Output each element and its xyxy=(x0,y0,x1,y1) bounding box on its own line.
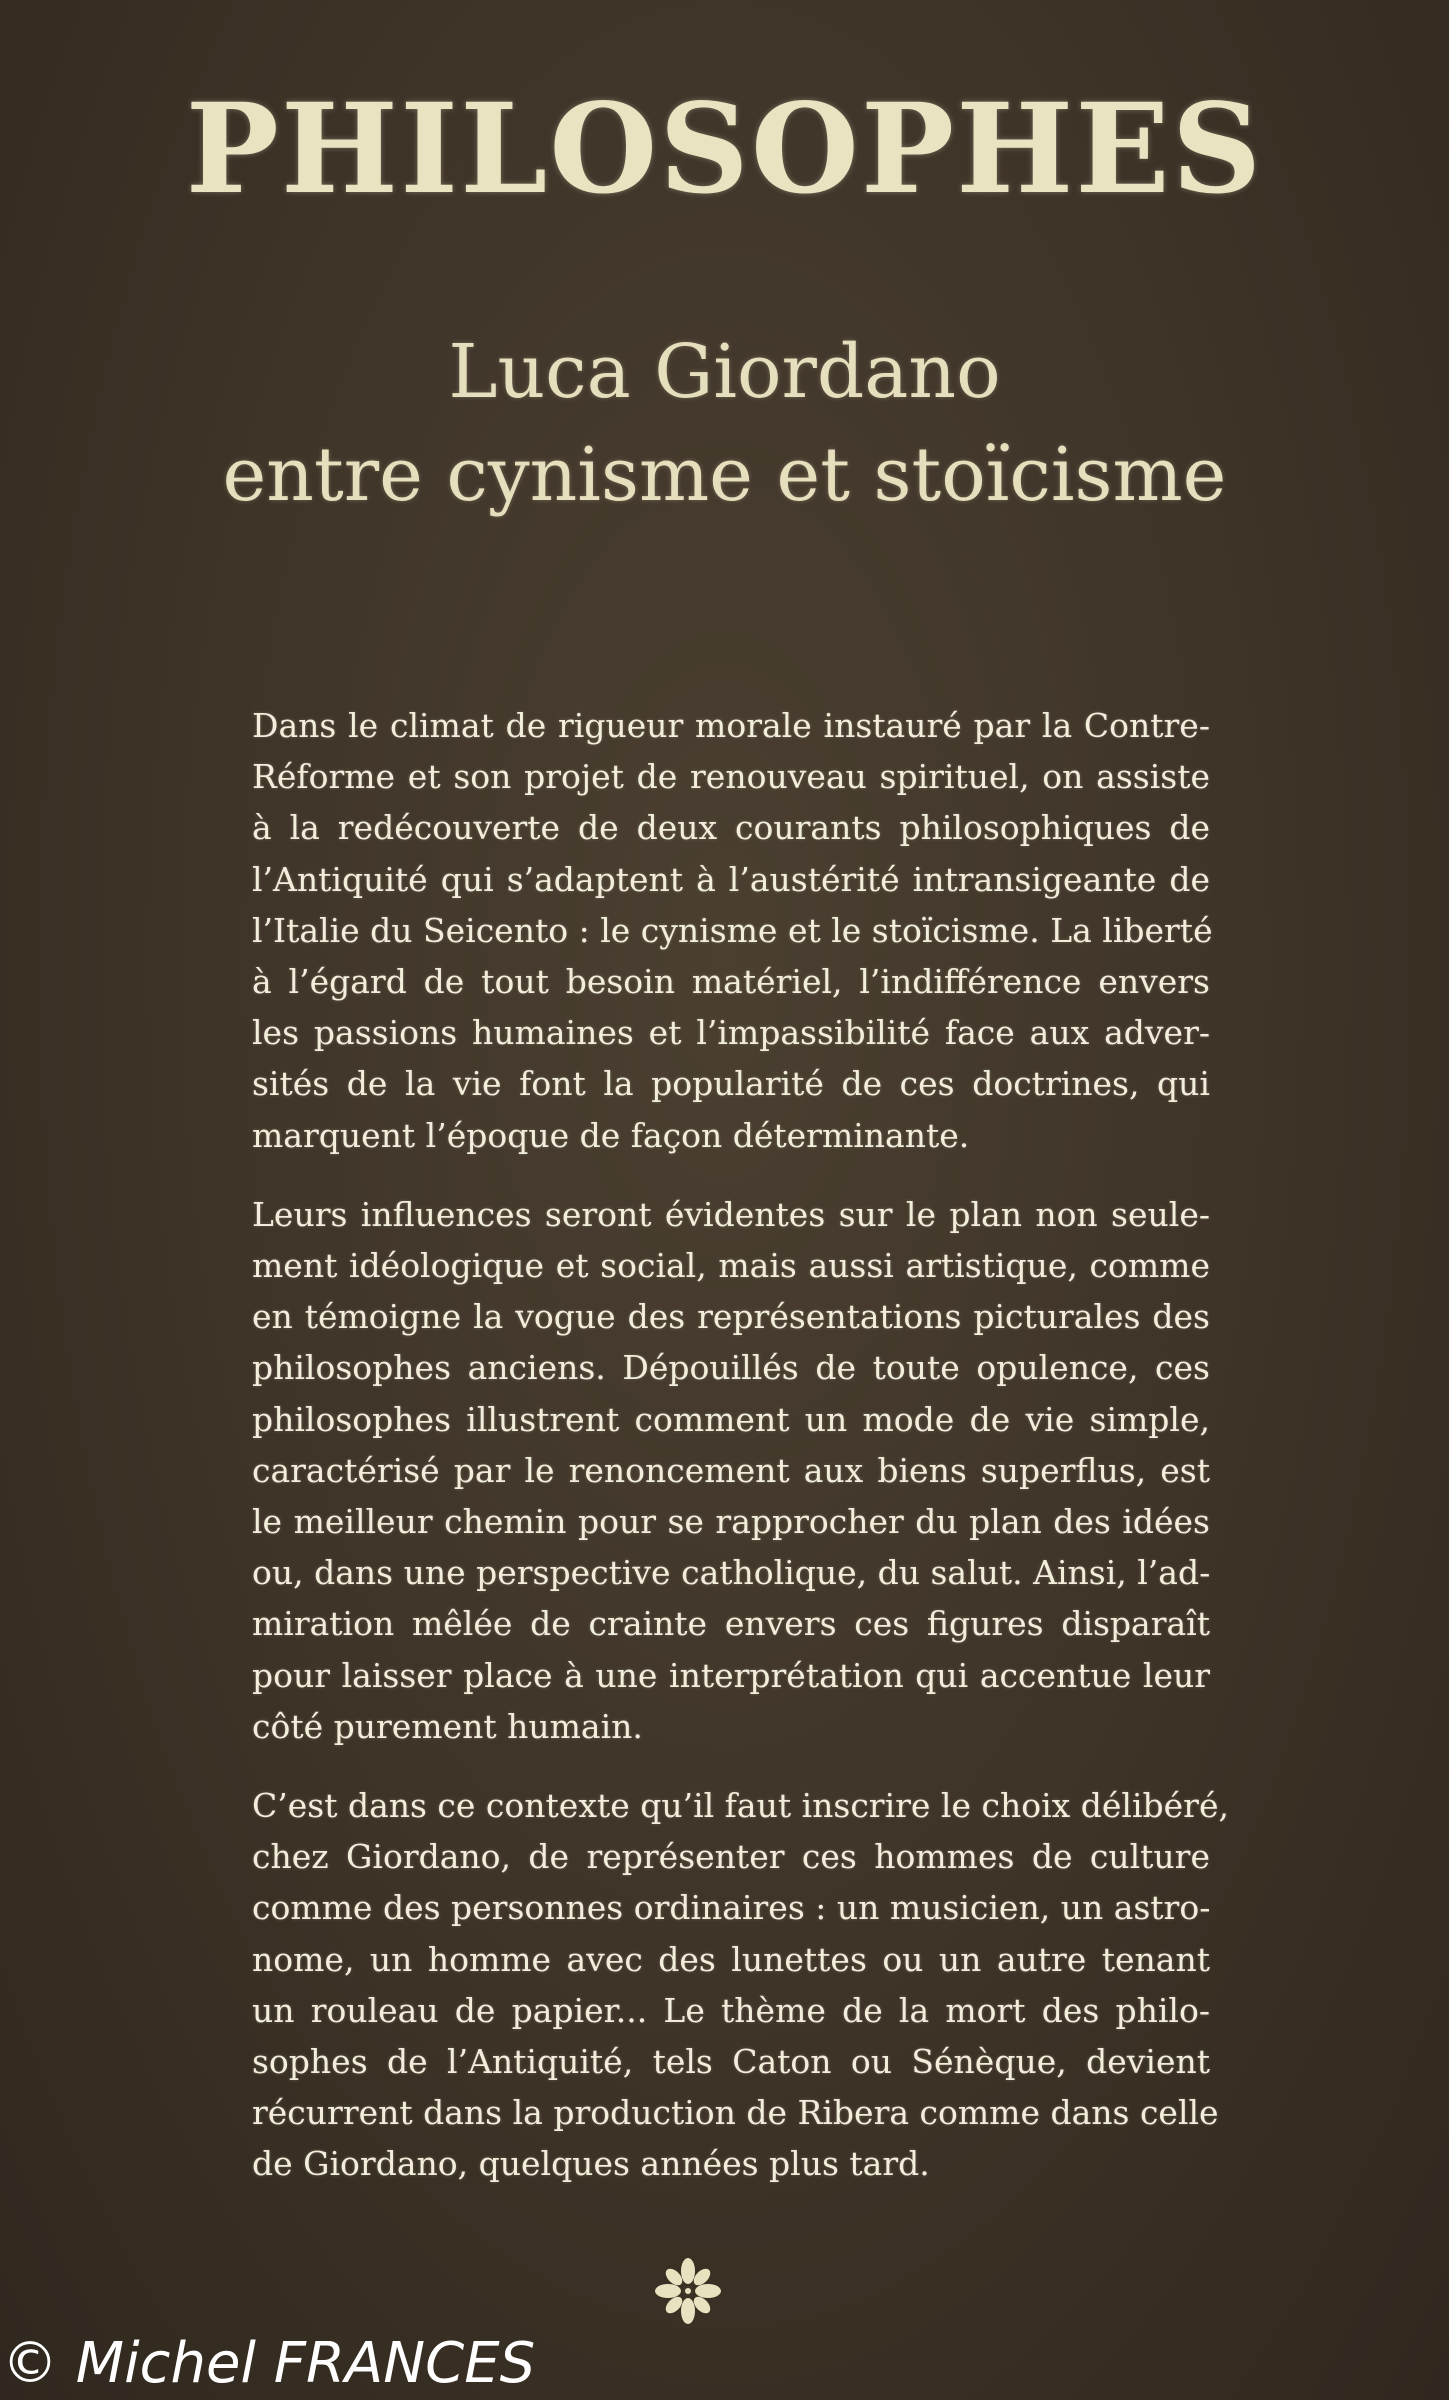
paragraph-line: philosophes anciens. Dépouillés de toute opulence, ces xyxy=(252,1348,1210,1388)
paragraph-line: le meilleur chemin pour se rapprocher du plan des idées xyxy=(252,1502,1210,1542)
paragraph-line: ou, dans une perspective catholique, du salut. Ainsi, l’ad- xyxy=(252,1553,1211,1593)
paragraph-line: en témoigne la vogue des représentations picturales des xyxy=(252,1297,1210,1337)
paragraph-line: l’Antiquité qui s’adaptent à l’austérité intransigeante de xyxy=(252,859,1210,899)
panel-subtitle-theme: entre cynisme et stoïcisme xyxy=(222,432,1227,518)
panel-body-text xyxy=(252,700,1229,2218)
paragraph-3 xyxy=(252,1780,1229,2190)
paragraph-line: l’Italie du Seicento : le cynisme et le stoïcisme. La liberté xyxy=(252,910,1213,950)
panel-subtitle-artist: Luca Giordano xyxy=(448,329,1001,415)
paragraph-line: sités de la vie font la popularité de ces doctrines, qui xyxy=(252,1064,1210,1104)
paragraph-2 xyxy=(252,1189,1210,1752)
paragraph-1 xyxy=(252,700,1213,1161)
paragraph-line: nome, un homme avec des lunettes ou un autre tenant xyxy=(252,1939,1210,1979)
panel-title: PHILOSOPHES xyxy=(185,77,1264,222)
paragraph-line: marquent l’époque de façon déterminante. xyxy=(252,1115,970,1155)
paragraph-line: de Giordano, quelques années plus tard. xyxy=(252,2144,930,2184)
paragraph-line: Leurs influences seront évidentes sur le plan non seule- xyxy=(252,1194,1210,1234)
paragraph-line: à la redécouverte de deux courants philosophiques de xyxy=(252,808,1210,848)
paragraph-line: ment idéologique et social, mais aussi artistique, comme xyxy=(252,1246,1210,1286)
paragraph-line: C’est dans ce contexte qu’il faut inscrire le choix délibéré, xyxy=(252,1786,1229,1826)
paragraph-line: sophes de l’Antiquité, tels Caton ou Sénèque, devient xyxy=(252,2042,1210,2082)
paragraph-line: miration mêlée de crainte envers ces figures disparaît xyxy=(252,1604,1210,1644)
flower-ornament-icon xyxy=(652,2255,724,2327)
paragraph-line: Dans le climat de rigueur morale instauré par la Contre- xyxy=(252,706,1210,745)
paragraph-line: côté purement humain. xyxy=(252,1706,643,1746)
copyright-watermark: © Michel FRANCES xyxy=(2,2331,536,2396)
paragraph-line: chez Giordano, de représenter ces hommes de culture xyxy=(252,1837,1210,1877)
paragraph-line: Réforme et son projet de renouveau spirituel, on assiste xyxy=(252,757,1210,797)
paragraph-line: à l’égard de tout besoin matériel, l’indifférence envers xyxy=(252,962,1210,1002)
paragraph-line: comme des personnes ordinaires : un musicien, un astro- xyxy=(252,1888,1211,1928)
paragraph-line: récurrent dans la production de Ribera comme dans celle xyxy=(252,2093,1219,2133)
paragraph-line: philosophes illustrent comment un mode de vie simple, xyxy=(252,1399,1210,1439)
paragraph-line: un rouleau de papier... Le thème de la mort des philo- xyxy=(252,1990,1210,2030)
paragraph-line: pour laisser place à une interprétation qui accentue leur xyxy=(252,1655,1210,1695)
paragraph-line: les passions humaines et l’impassibilité face aux adver- xyxy=(252,1013,1210,1053)
paragraph-line: caractérisé par le renoncement aux biens superflus, est xyxy=(252,1450,1210,1490)
